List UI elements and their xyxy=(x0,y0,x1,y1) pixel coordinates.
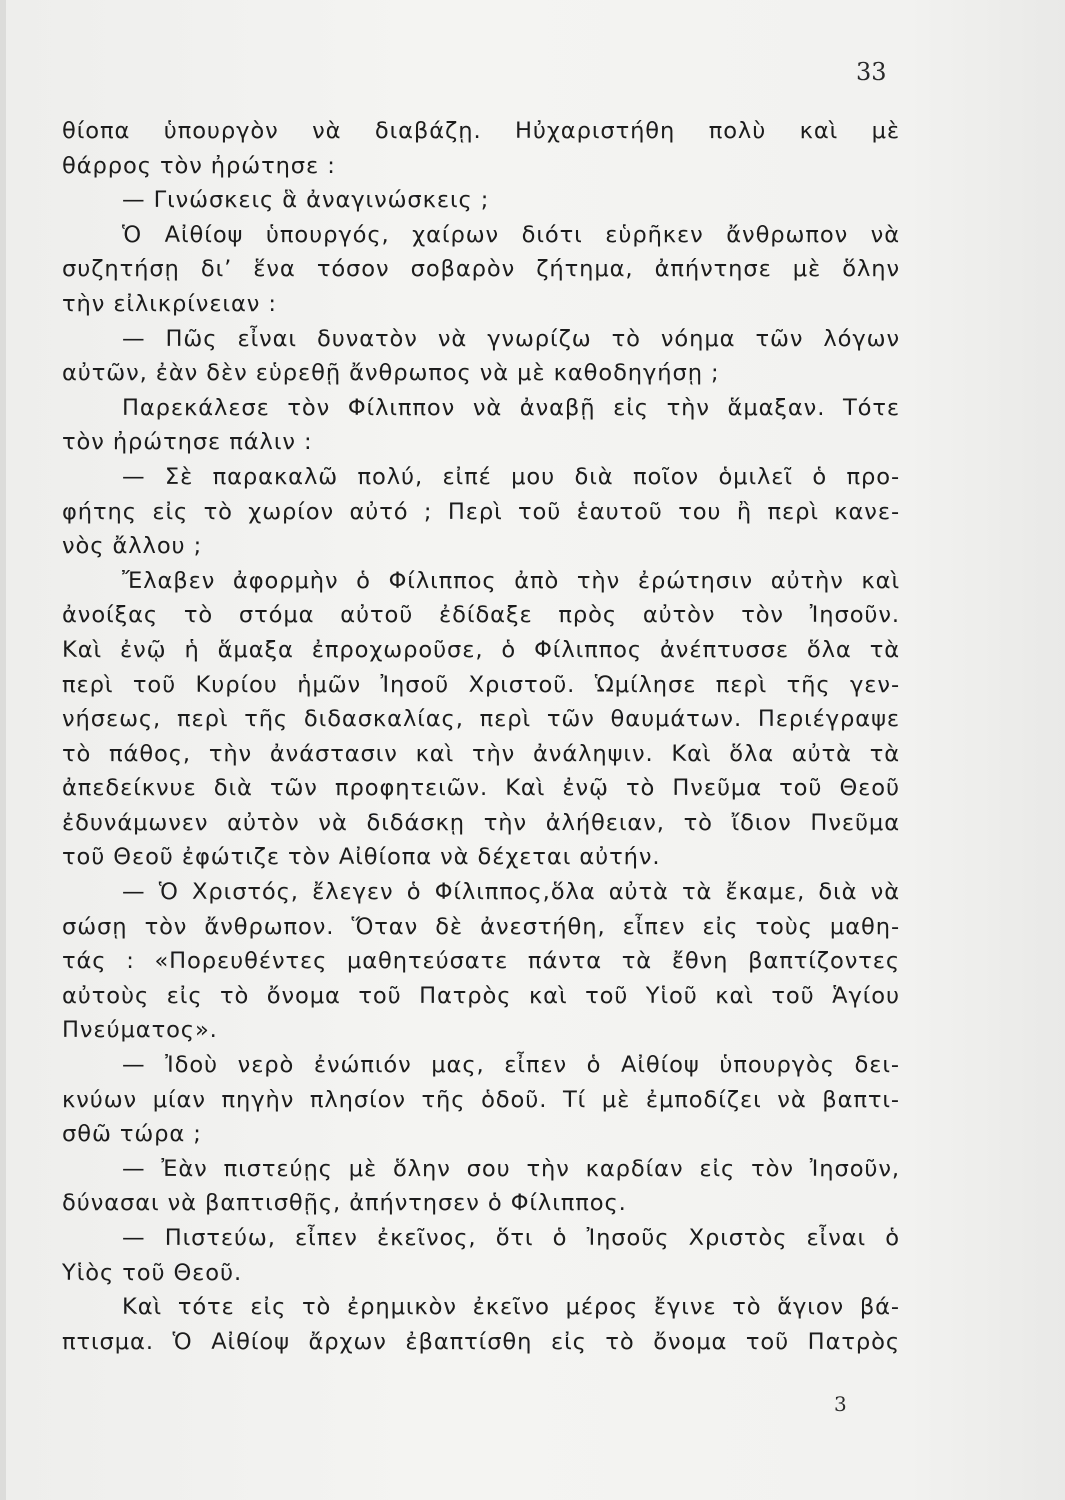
text-line: θάρρος τὸν ἠρώτησε : xyxy=(62,152,336,179)
text-line: σώσῃ τὸν ἄνθρωπον. Ὅταν δὲ ἀνεστήθη, εἶπεν εἰς τοὺς μαθη- xyxy=(62,913,900,940)
text-line: δύνασαι νὰ βαπτισθῇς, ἀπήντησεν ὁ Φίλιππος. xyxy=(62,1190,627,1217)
text-line: σθῶ τώρα ; xyxy=(62,1121,202,1148)
text-line: Ὁ Αἰθίοψ ὑπουργός, χαίρων διότι εὑρῆκεν ἄνθρωπον νὰ xyxy=(122,221,900,248)
text-line: συζητήσῃ δι’ ἕνα τόσον σοβαρὸν ζήτημα, ἀπήντησε μὲ ὅλην xyxy=(62,256,900,283)
signature-mark: 3 xyxy=(834,1392,847,1416)
text-line: ἐδυνάμωνεν αὐτὸν νὰ διδάσκῃ τὴν ἀλήθειαν, τὸ ἴδιον Πνεῦμα xyxy=(62,809,900,836)
text-line: νὸς ἄλλου ; xyxy=(62,533,203,560)
text-line: — Πιστεύω, εἶπεν ἐκεῖνος, ὅτι ὁ Ἰησοῦς Χριστὸς εἶναι ὁ xyxy=(122,1225,900,1251)
text-line: — Πῶς εἶναι δυνατὸν νὰ γνωρίζω τὸ νόημα τῶν λόγων xyxy=(122,325,900,352)
text-line: τὸν ἠρώτησε πάλιν : xyxy=(62,429,313,456)
body-text xyxy=(62,114,900,1359)
text-line: — Ἐὰν πιστεύῃς μὲ ὅλην σου τὴν καρδίαν εἰς τὸν Ἰησοῦν, xyxy=(122,1155,900,1182)
page-edge xyxy=(0,0,6,1500)
text-line: πτισμα. Ὁ Αἰθίοψ ἄρχων ἐβαπτίσθη εἰς τὸ ὄνομα τοῦ Πατρὸς xyxy=(62,1328,900,1355)
text-line: φήτης εἰς τὸ χωρίον αὐτό ; Περὶ τοῦ ἑαυτοῦ του ἢ περὶ κανε- xyxy=(62,498,900,525)
text-line: τάς : «Πορευθέντες μαθητεύσατε πάντα τὰ ἔθνη βαπτίζοντες xyxy=(62,948,900,975)
text-line: Πνεύματος». xyxy=(62,1017,218,1044)
text-line: νήσεως, περὶ τῆς διδασκαλίας, περὶ τῶν θαυμάτων. Περιέγραψε xyxy=(62,706,900,733)
text-line: — Ἰδοὺ νερὸ ἐνώπιόν μας, εἶπεν ὁ Αἰθίοψ ὑπουργὸς δει- xyxy=(122,1052,900,1079)
text-line: — Γινώσκεις ἃ ἀναγινώσκεις ; xyxy=(122,187,490,214)
text-line: τὸ πάθος, τὴν ἀνάστασιν καὶ τὴν ἀνάληψιν. Καὶ ὅλα αὐτὰ τὰ xyxy=(62,740,900,767)
text-line: θίοπα ὑπουργὸν νὰ διαβάζῃ. Ηὐχαριστήθη πολὺ καὶ μὲ xyxy=(62,118,900,144)
text-line: αὐτῶν, ἐὰν δὲν εὑρεθῇ ἄνθρωπος νὰ μὲ καθοδηγήσῃ ; xyxy=(62,360,720,387)
text-line: Υἱὸς τοῦ Θεοῦ. xyxy=(62,1259,243,1286)
text-line: Καὶ τότε εἰς τὸ ἐρημικὸν ἐκεῖνο μέρος ἔγινε τὸ ἅγιον βά- xyxy=(122,1294,900,1321)
text-line: ἀνοίξας τὸ στόμα αὐτοῦ ἐδίδαξε πρὸς αὐτὸν τὸν Ἰησοῦν. xyxy=(62,602,900,629)
text-line: περὶ τοῦ Κυρίου ἡμῶν Ἰησοῦ Χριστοῦ. Ὡμίλησε περὶ τῆς γεν- xyxy=(62,671,900,698)
text-line: Ἔλαβεν ἀφορμὴν ὁ Φίλιππος ἀπὸ τὴν ἐρώτησιν αὐτὴν καὶ xyxy=(122,567,900,594)
text-line: αὐτοὺς εἰς τὸ ὄνομα τοῦ Πατρὸς καὶ τοῦ Υἱοῦ καὶ τοῦ Ἁγίου xyxy=(62,982,900,1009)
text-line: τὴν εἰλικρίνειαν : xyxy=(62,290,277,317)
text-line: — Ὁ Χριστός, ἔλεγεν ὁ Φίλιππος,ὅλα αὐτὰ τὰ ἔκαμε, διὰ νὰ xyxy=(122,879,900,906)
text-line: Παρεκάλεσε τὸν Φίλιππον νὰ ἀναβῇ εἰς τὴν ἅμαξαν. Τότε xyxy=(122,394,900,421)
page-number: 33 xyxy=(856,58,887,86)
text-line: — Σὲ παρακαλῶ πολύ, εἰπέ μου διὰ ποῖον ὁμιλεῖ ὁ προ- xyxy=(122,463,900,490)
text-line: Καὶ ἐνῷ ἡ ἅμαξα ἐπροχωροῦσε, ὁ Φίλιππος ἀνέπτυσσε ὅλα τὰ xyxy=(62,636,900,663)
text-line: τοῦ Θεοῦ ἐφώτιζε τὸν Αἰθίοπα νὰ δέχεται αὐτήν. xyxy=(62,844,661,871)
text-line: κνύων μίαν πηγὴν πλησίον τῆς ὁδοῦ. Τί μὲ ἐμποδίζει νὰ βαπτι- xyxy=(62,1086,900,1113)
text-line: ἀπεδείκνυε διὰ τῶν προφητειῶν. Καὶ ἐνῷ τὸ Πνεῦμα τοῦ Θεοῦ xyxy=(62,775,900,802)
